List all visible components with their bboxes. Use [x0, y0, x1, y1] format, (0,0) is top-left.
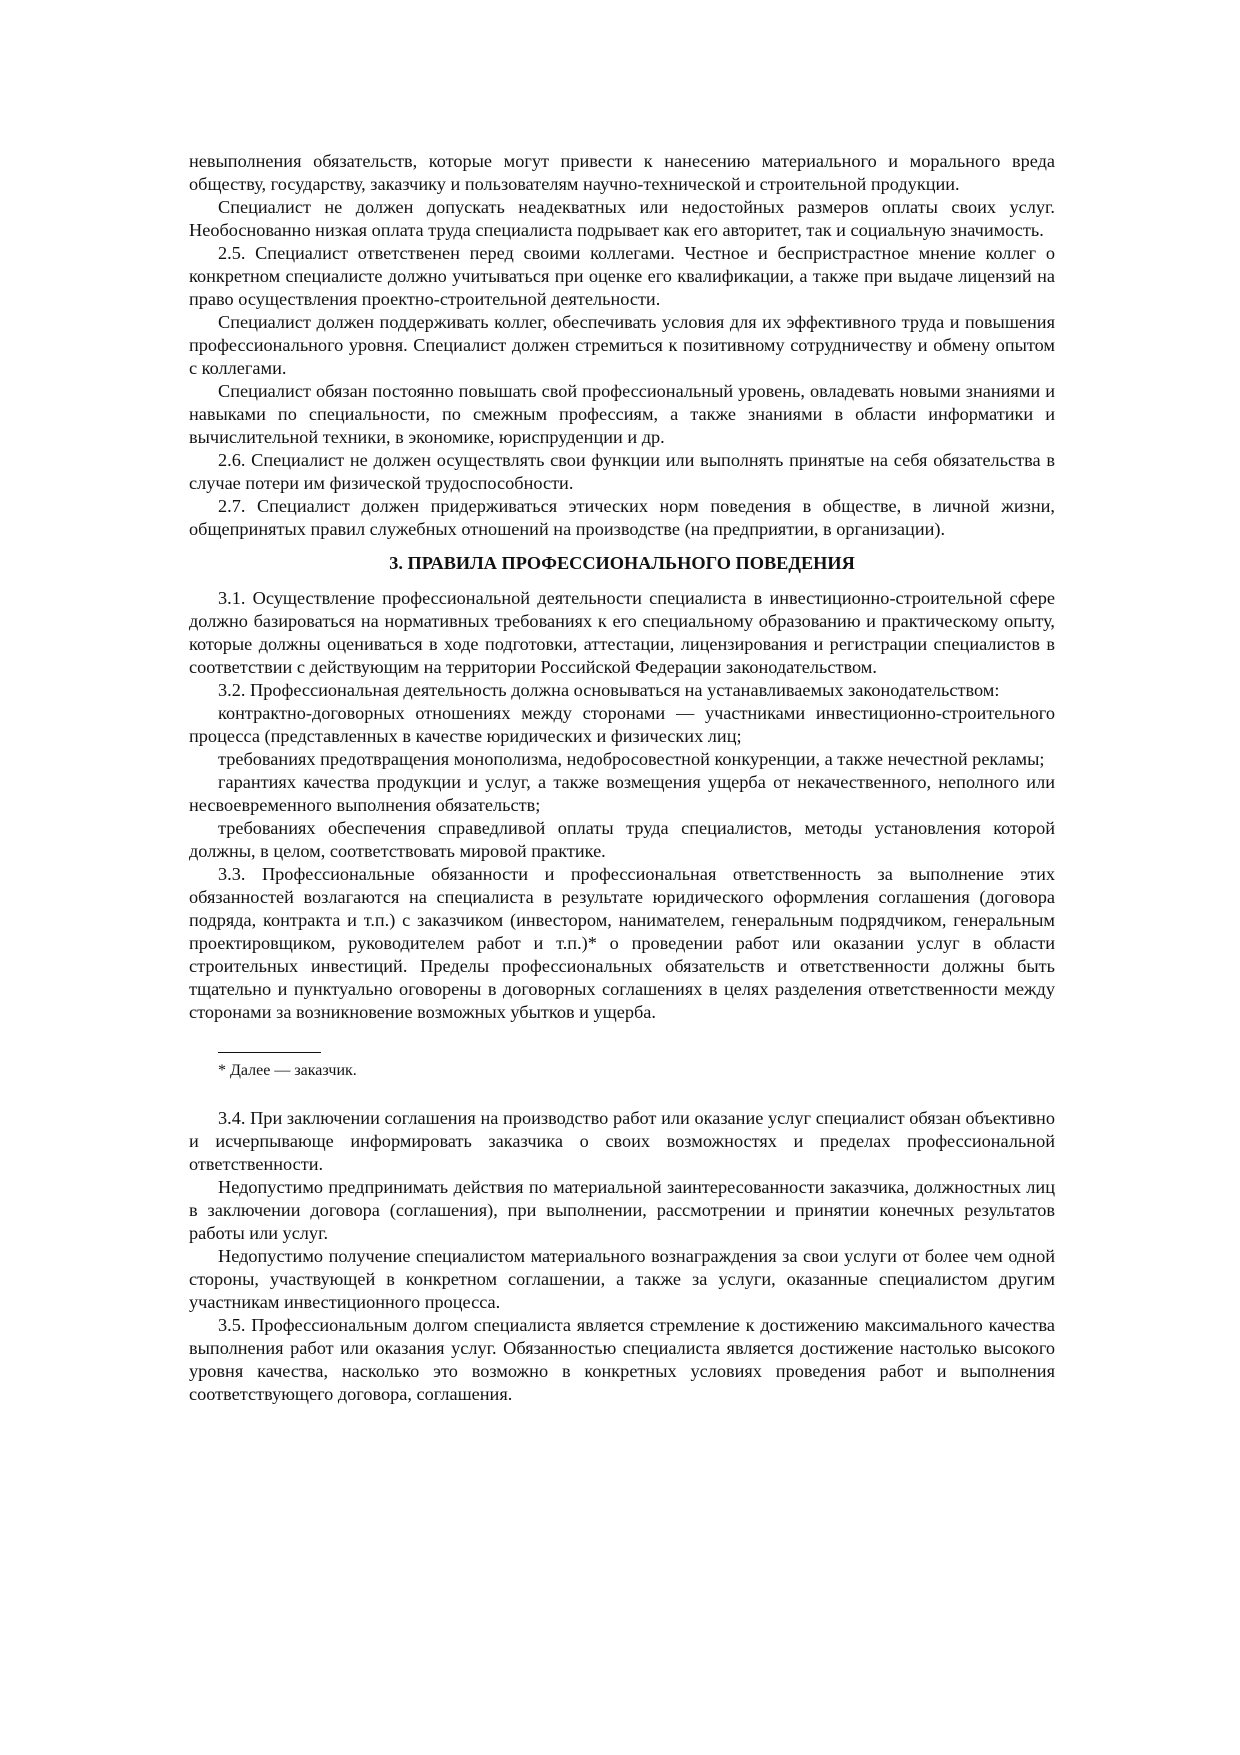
paragraph: 3.2. Профессиональная деятельность должна основываться на устанавливаемых законодательством:: [218, 680, 1000, 700]
paragraph: Недопустимо получение специалистом материального вознаграждения за свои услуги от более чем одной стороны, участвующей в конкретном соглашении, а также за услуги, оказанные специалистом другим участникам инвестиционного процесса.: [189, 1246, 1055, 1312]
footnote-divider: [218, 1052, 321, 1053]
paragraph: 3.4. При заключении соглашения на производство работ или оказание услуг специалист обязан объективно и исчерпывающе информировать заказчика о своих возможностях и пределах профессиональной ответственности.: [189, 1108, 1055, 1174]
paragraph: Специалист должен поддерживать коллег, обеспечивать условия для их эффективного труда и повышения профессионального уровня. Специалист должен стремиться к позитивному сотрудничеству и обмену опытом с коллегами.: [189, 312, 1055, 378]
paragraph: Недопустимо предпринимать действия по материальной заинтересованности заказчика, должностных лиц в заключении договора (соглашения), при выполнении, рассмотрении и принятии конечных результатов работы или услуг.: [189, 1177, 1055, 1243]
paragraph: 3.3. Профессиональные обязанности и профессиональная ответственность за выполнение этих обязанностей возлагаются на специалиста в результате юридического оформления соглашения (договора подряда, контракта и т.п.) с заказчиком (инвестором, нанимателем, генеральным подрядчиком, генеральным проектировщиком, руководителем работ и т.п.)* о проведении работ или оказании услуг в области строительных инвестиций. Пределы профессиональных обязательств и ответственности должны быть тщательно и пунктуально оговорены в договорных соглашениях в целях разделения ответственности между сторонами за возникновение возможных убытков и ущерба.: [189, 864, 1055, 1022]
footnote: * Далее — заказчик.: [218, 1062, 357, 1079]
paragraph: контрактно-договорных отношениях между сторонами — участниками инвестиционно-строительного процесса (представленных в качестве юридических и физических лиц;: [189, 703, 1055, 746]
paragraph: Специалист обязан постоянно повышать свой профессиональный уровень, овладевать новыми знаниями и навыками по специальности, по смежным профессиям, а также знаниями в области информатики и вычислительной техники, в экономике, юриспруденции и др.: [189, 381, 1055, 447]
paragraph: требованиях обеспечения справедливой оплаты труда специалистов, методы установления которой должны, в целом, соответствовать мировой практике.: [189, 818, 1055, 861]
document-page: [189, 150, 1055, 1406]
paragraph: Специалист не должен допускать неадекватных или недостойных размеров оплаты своих услуг. Необоснованно низкая оплата труда специалиста подрывает как его авторитет, так и социальную значимость.: [189, 197, 1055, 240]
paragraph: 3.1. Осуществление профессиональной деятельности специалиста в инвестиционно-строительной сфере должно базироваться на нормативных требованиях к его специальному образованию и практическому опыту, которые должны оцениваться в ходе подготовки, аттестации, лицензирования и регистрации специалистов в соответствии с действующим на территории Российской Федерации законодательством.: [189, 588, 1055, 677]
paragraphs-section: [189, 587, 1055, 1024]
paragraph: 2.5. Специалист ответственен перед своими коллегами. Честное и беспристрастное мнение коллег о конкретном специалисте должно учитываться при оценке его квалификации, а также при выдаче лицензий на право осуществления проектно-строительной деятельности.: [189, 243, 1055, 309]
paragraph: требованиях предотвращения монополизма, недобросовестной конкуренции, а также нечестной рекламы;: [218, 749, 1045, 769]
paragraph: гарантиях качества продукции и услуг, а также возмещения ущерба от некачественного, неполного или несвоевременного выполнения обязательств;: [189, 772, 1055, 815]
paragraph: 3.5. Профессиональным долгом специалиста является стремление к достижению максимального качества выполнения работ или оказания услуг. Обязанностью специалиста является достижение настолько высокого уровня качества, насколько это возможно в конкретных условиях проведения работ и выполнения соответствующего договора, соглашения.: [189, 1315, 1055, 1404]
section-heading: 3. ПРАВИЛА ПРОФЕССИОНАЛЬНОГО ПОВЕДЕНИЯ: [389, 553, 855, 573]
footnote-area: [189, 1052, 1055, 1081]
paragraph: невыполнения обязательств, которые могут привести к нанесению материального и морального вреда обществу, государству, заказчику и пользователям научно-технической и строительной продукции.: [189, 151, 1055, 194]
paragraphs-top: [189, 150, 1055, 541]
paragraph: 2.7. Специалист должен придерживаться этических норм поведения в обществе, в личной жизни, общепринятых правил служебных отношений на производстве (на предприятии, в организации).: [189, 496, 1055, 539]
paragraphs-bottom: [189, 1107, 1055, 1406]
paragraph: 2.6. Специалист не должен осуществлять свои функции или выполнять принятые на себя обязательства в случае потери им физической трудоспособности.: [189, 450, 1055, 493]
